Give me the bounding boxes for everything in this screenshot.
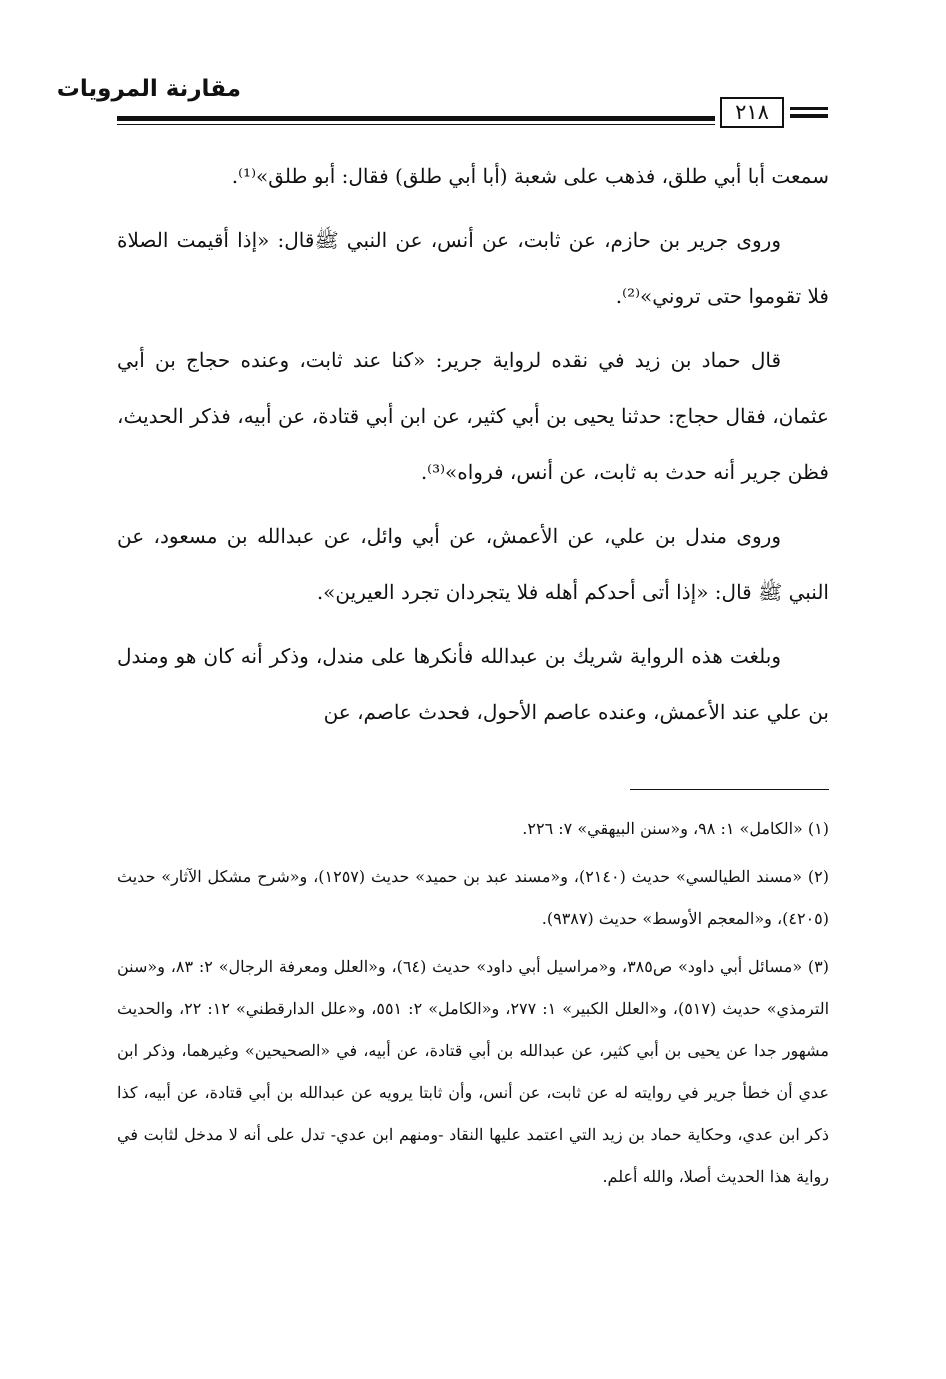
paragraph-sharik-objection: وبلغت هذه الرواية شريك بن عبدالله فأنكرها على مندل، وذكر أنه كان هو ومندل بن علي عند الأعمش، وعنده عاصم الأحول، فحدث عاصم، عن xyxy=(117,644,829,724)
footnote-3: (٣) «مسائل أبي داود» ص٣٨٥، و«مراسيل أبي داود» حديث (٦٤)، و«العلل ومعرفة الرجال» ٢: ٨٣، و«سنن الترمذي» حديث (٥١٧)، و«العلل الكبير» ١: ٢٧٧، و«الكامل» ٢: ٥٥١، و«علل الدارقطني» ١٢: ٢٢، والحديث مشهور جدا عن يحيى بن أبي كثير، عن عبدالله بن أبي قتادة، عن أبيه، في «الصحيحين» وغيرهما، وذكر ابن عدي أن خطأ جرير في روايته له عن ثابت، عن أنس، وأن ثابتا يرويه عن عبدالله بن أبي قتادة، عن أبيه، كذا ذكر ابن عدي، وحكاية حماد بن زيد التي اعتمد عليها النقاد -ومنهم ابن عدي- تدل على أنه لا مدخل لثابت في رواية هذا الحديث أصلا، والله أعلم. xyxy=(117,957,830,1186)
page-number: ٢١٨ xyxy=(720,97,784,128)
header-rule-ornament-bottom xyxy=(790,114,828,118)
header-rule-ornament-top xyxy=(790,107,828,110)
footnote-2: (٢) «مسند الطيالسي» حديث (٢١٤٠)، و«مسند عبد بن حميد» حديث (١٢٥٧)، و«شرح مشكل الآثار» حديث (٤٢٠٥)، و«المعجم الأوسط» حديث (٩٣٨٧). xyxy=(117,867,830,928)
paragraph-continuation: سمعت أبا أبي طلق، فذهب على شعبة (أبا أبي طلق) فقال: أبو طلق»⁽¹⁾. xyxy=(231,164,829,188)
running-header-title: مقارنة المرويات xyxy=(56,76,241,102)
footnote-1: (١) «الكامل» ١: ٩٨، و«سنن البيهقي» ٧: ٢٢٦. xyxy=(522,819,829,838)
header-rule-thick xyxy=(117,116,715,121)
paragraph-hammad-critique: قال حماد بن زيد في نقده لرواية جرير: «كنا عند ثابت، وعنده حجاج بن أبي عثمان، فقال حجاج: حدثنا يحيى بن أبي كثير، عن ابن أبي قتادة، عن أبيه، فذكر الحديث، فظن جرير أنه حدث به ثابت، عن أنس، فرواه»⁽³⁾. xyxy=(117,348,829,484)
paragraph-jarir-narration: وروى جرير بن حازم، عن ثابت، عن أنس، عن النبي ﷺقال: «إذا أقيمت الصلاة فلا تقوموا حتى تروني»⁽²⁾. xyxy=(117,228,829,308)
header-rule-thin xyxy=(117,124,715,125)
footnote-separator xyxy=(630,789,829,790)
paragraph-mandal-narration: وروى مندل بن علي، عن الأعمش، عن أبي وائل، عن عبدالله بن مسعود، عن النبي ﷺ قال: «إذا أتى أحدكم أهله فلا يتجردان تجرد العيرين». xyxy=(117,524,829,604)
main-text xyxy=(117,148,829,748)
footnotes xyxy=(117,808,829,1204)
